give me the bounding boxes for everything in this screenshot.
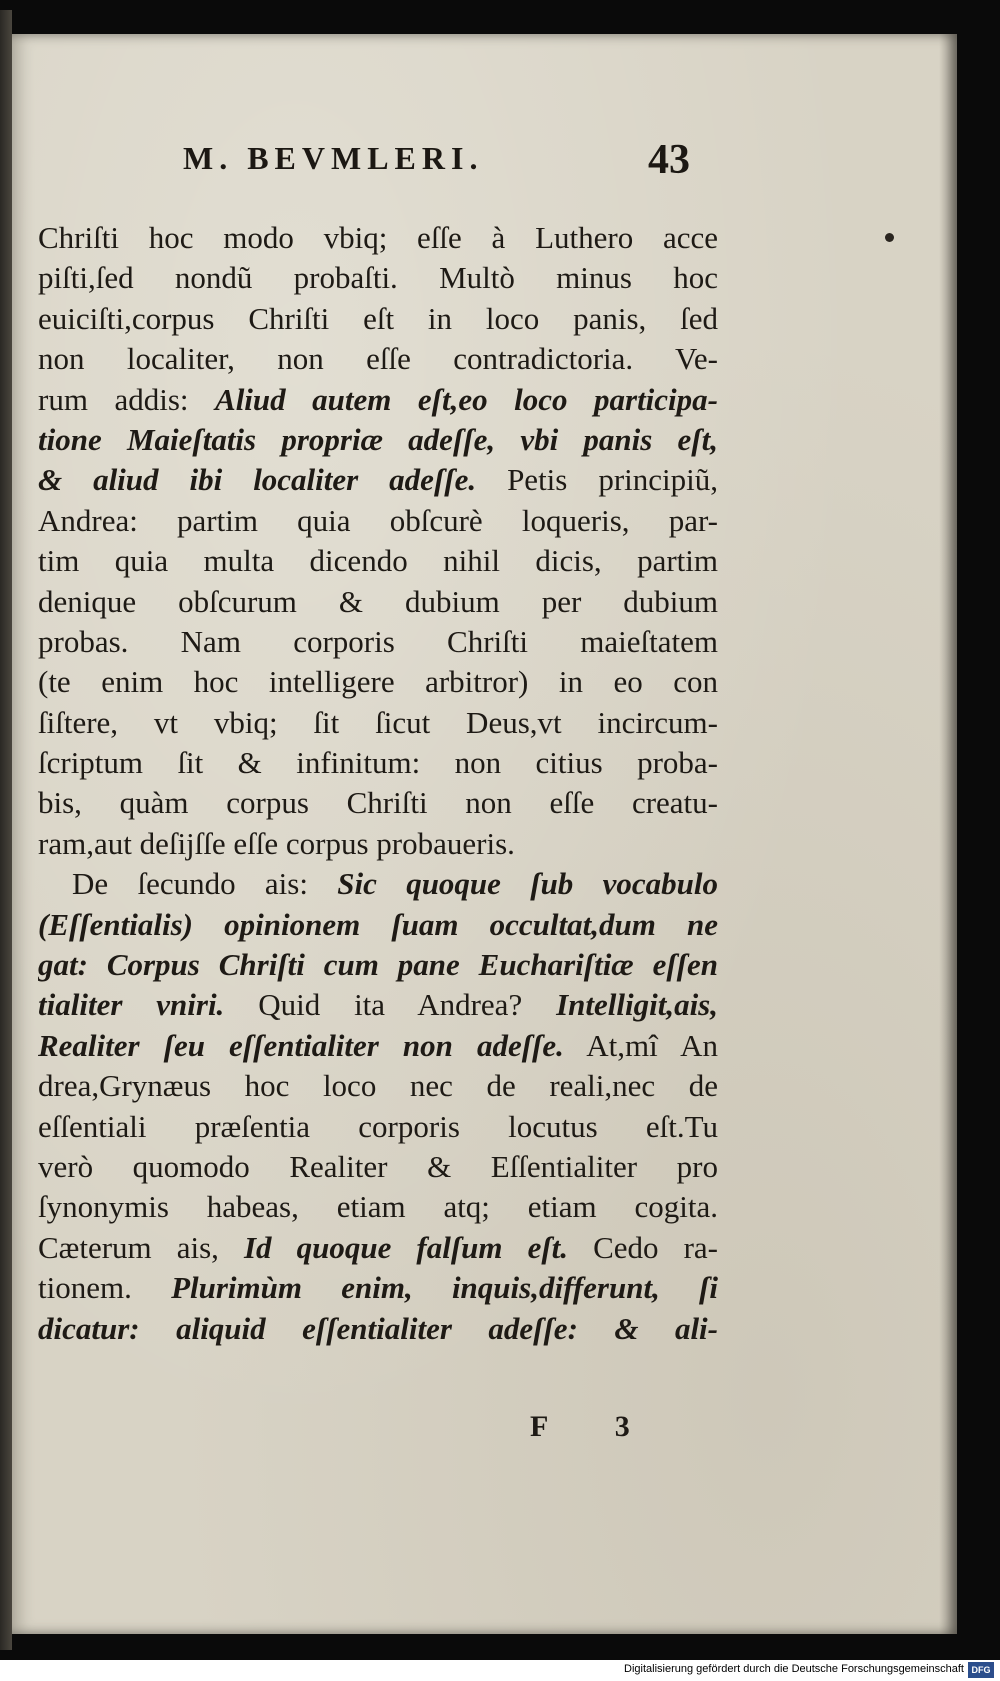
roman-segment: Chriſti hoc modo vbiq; eſſe à Luthero acce: [38, 220, 718, 255]
body-text: [38, 218, 718, 1349]
italic-segment: & aliud ibi localiter adeſſe.: [38, 462, 477, 498]
text-line: [38, 945, 718, 985]
roman-segment: ſcriptum ſit & infinitum: non citius proba-: [38, 745, 718, 781]
text-line: [38, 1187, 718, 1227]
roman-segment: ſynonymis habeas, etiam atq; etiam cogita.: [38, 1189, 718, 1225]
roman-segment: Cedo ra-: [568, 1229, 718, 1265]
roman-segment: bis, quàm corpus Chriſti non eſſe creatu-: [38, 785, 718, 821]
text-line: [38, 582, 718, 622]
text-line: [38, 864, 718, 904]
text-line: [38, 1309, 718, 1349]
text-line: [38, 1147, 718, 1187]
text-line: [38, 299, 718, 339]
footer-bar: [0, 1660, 1000, 1681]
roman-segment: eſſentiali præſentia corporis locutus eſt.Tu: [38, 1108, 718, 1144]
text-line: [38, 258, 718, 298]
italic-segment: tione Maieſtatis propriæ adeſſe, vbi panis eſt,: [38, 421, 718, 457]
text-line: [38, 218, 718, 258]
text-line: [38, 743, 718, 783]
page-edge-shadow: [939, 34, 957, 1634]
italic-segment: dicatur: aliquid eſſentialiter adeſſe: & ali-: [38, 1310, 718, 1346]
roman-segment: probas. Nam corporis Chriſti maieſtatem: [38, 623, 718, 659]
roman-segment: tim quia multa dicendo nihil dicis, partim: [38, 543, 718, 579]
text-line: [38, 824, 718, 864]
margin-ink-dot-icon: [885, 233, 894, 242]
text-line: [38, 1228, 718, 1268]
roman-segment: Cæterum ais,: [38, 1229, 244, 1265]
roman-segment: ſiſtere, vt vbiq; ſit ſicut Deus,vt incircum-: [38, 704, 718, 740]
text-line: [38, 1268, 718, 1308]
text-line: [38, 1066, 718, 1106]
page-number: 43: [648, 137, 690, 183]
roman-segment: ram,aut deſijſſe eſſe corpus probaueris.: [38, 825, 515, 861]
roman-segment: drea,Grynæus hoc loco nec de reali,nec de: [38, 1068, 718, 1104]
italic-segment: (Eſſentialis) opinionem ſuam occultat,dum ne: [38, 906, 718, 942]
roman-segment: Petis principiũ,: [476, 462, 718, 498]
text-line: [38, 622, 718, 662]
italic-segment: Plurimùm enim, inquis,differunt, ſi: [171, 1270, 718, 1306]
roman-segment: rum addis:: [38, 381, 216, 417]
funding-credit: Digitalisierung gefördert durch die Deutsche Forschungsgemeinschaft: [624, 1663, 964, 1675]
roman-segment: tionem.: [38, 1270, 172, 1306]
text-line: [38, 703, 718, 743]
italic-segment: gat: Corpus Chriſti cum pane Euchariſtiæ eſſen: [38, 947, 718, 983]
text-line: [38, 339, 718, 379]
roman-segment: (te enim hoc intelligere arbitror) in eo con: [38, 664, 718, 700]
italic-segment: Intelligit,ais,: [556, 987, 718, 1023]
roman-segment: Quid ita Andrea?: [224, 987, 557, 1023]
italic-segment: tialiter vniri.: [38, 987, 225, 1023]
roman-segment: Andrea: partim quia obſcurè loqueris, par-: [38, 502, 718, 538]
text-line: [38, 905, 718, 945]
text-line: [38, 662, 718, 702]
running-head: M. BEVMLERI.: [183, 140, 484, 176]
text-line: [38, 985, 718, 1025]
text-line: [38, 460, 718, 500]
text-line: [38, 783, 718, 823]
text-line: [38, 541, 718, 581]
roman-segment: verò quomodo Realiter & Eſſentialiter pro: [38, 1148, 718, 1184]
roman-segment: piſti,ſed nondũ probaſti. Multò minus hoc: [38, 260, 718, 296]
dfg-logo-icon: DFG: [968, 1662, 994, 1678]
binding-edge: [0, 10, 12, 1650]
roman-segment: non localiter, non eſſe contradictoria. Ve-: [38, 341, 718, 377]
italic-segment: Aliud autem eſt,eo loco participa-: [215, 381, 718, 417]
text-line: [38, 380, 718, 420]
text-line: [38, 1026, 718, 1066]
roman-segment: At,mî An: [563, 1027, 718, 1063]
roman-segment: euiciſti,corpus Chriſti eſt in loco panis, ſed: [38, 300, 718, 336]
text-line: [38, 501, 718, 541]
roman-segment: De ſecundo ais:: [72, 866, 338, 902]
text-line: [38, 420, 718, 460]
text-line: [38, 1107, 718, 1147]
italic-segment: Realiter ſeu eſſentialiter non adeſſe.: [38, 1027, 564, 1063]
signature-mark: F 3: [530, 1410, 660, 1443]
italic-segment: Id quoque falſum eſt.: [243, 1229, 569, 1265]
italic-segment: Sic quoque ſub vocabulo: [337, 866, 718, 902]
roman-segment: denique obſcurum & dubium per dubium: [38, 583, 718, 619]
